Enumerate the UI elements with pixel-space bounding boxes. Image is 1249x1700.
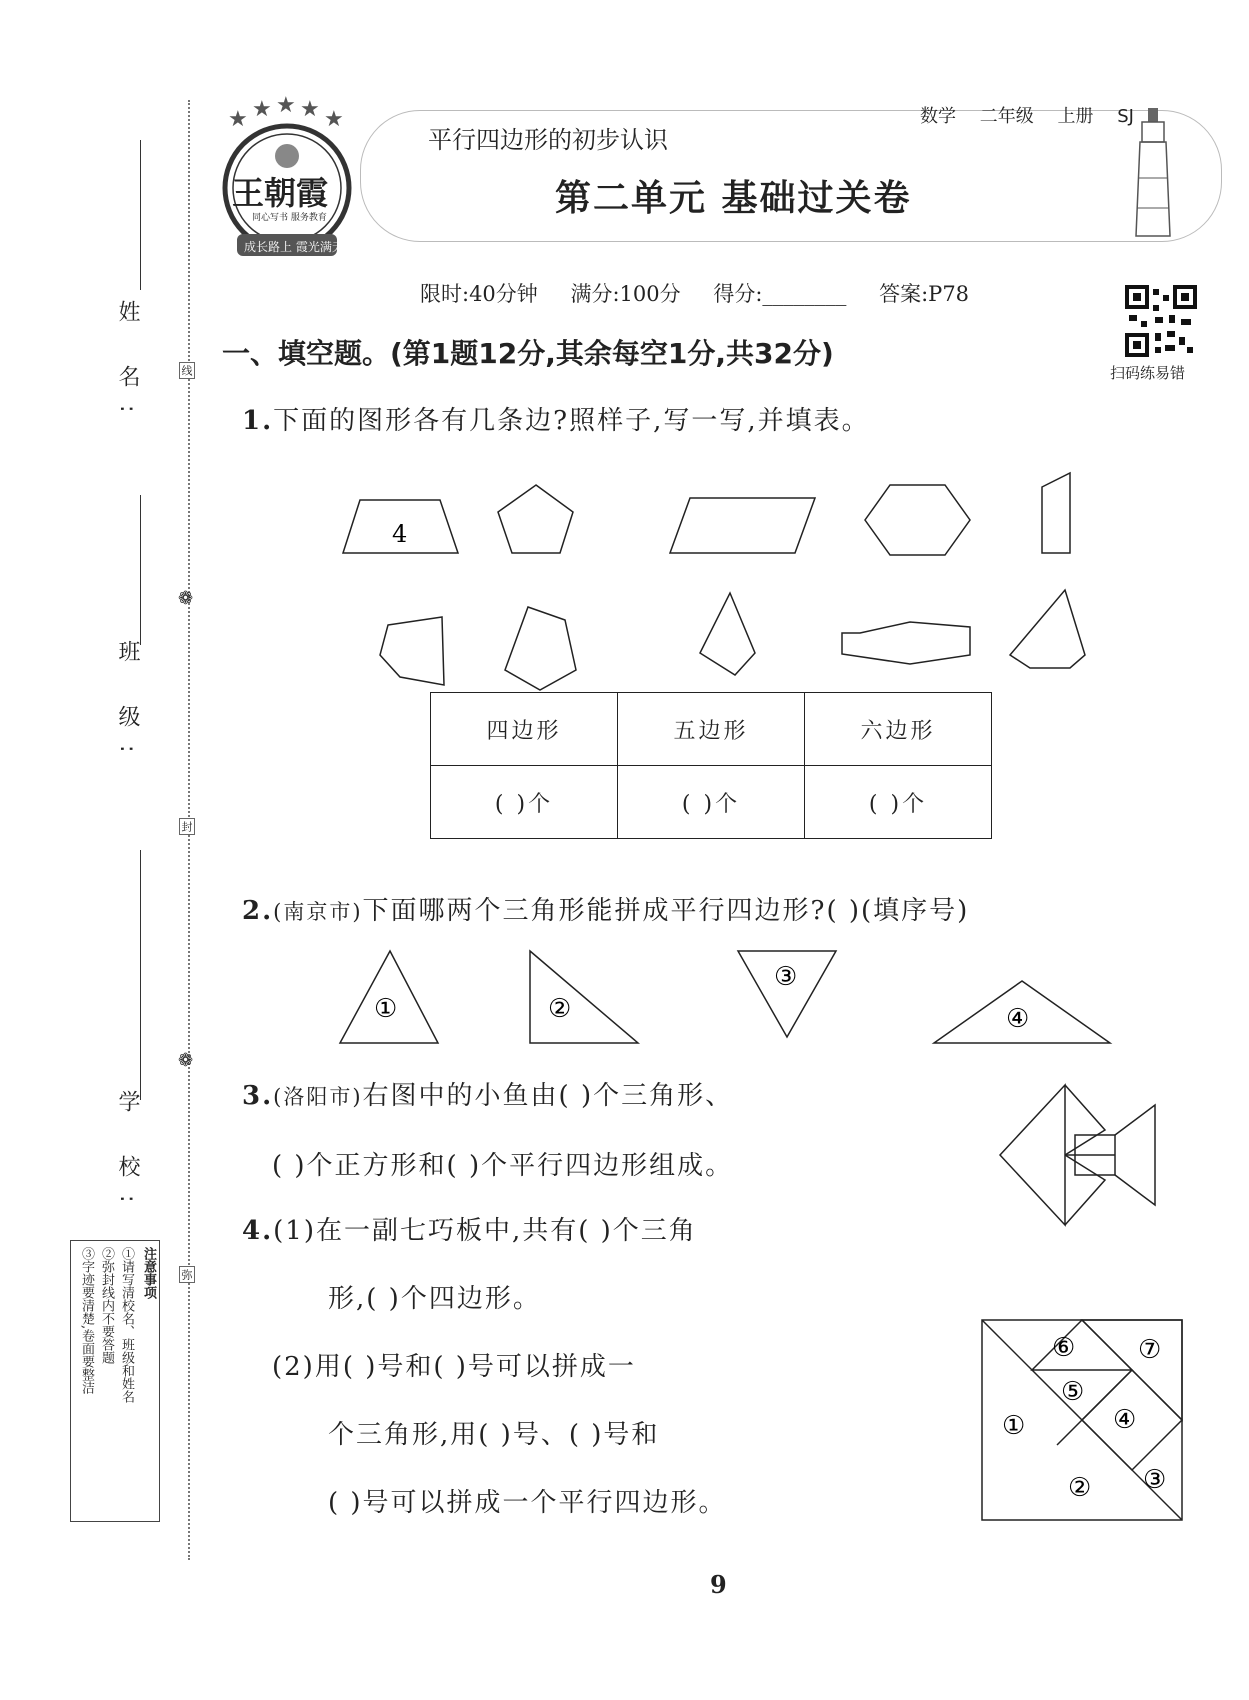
question-source: (南京市) bbox=[273, 900, 363, 924]
exam-info bbox=[420, 278, 995, 308]
question-4 bbox=[242, 1210, 697, 1247]
school-blank-line bbox=[140, 850, 141, 1100]
notice-item: ①请写清校名、班级和姓名 bbox=[119, 1247, 134, 1403]
triangle-2 bbox=[530, 951, 638, 1043]
school-label: 学 校: bbox=[115, 1090, 140, 1221]
tangram-label: ⑥ bbox=[1052, 1333, 1076, 1363]
question-4-line2: 形,( )个四边形。 bbox=[328, 1284, 541, 1314]
question-number: 4. bbox=[242, 1216, 274, 1246]
question-text: 下面哪两个三角形能拼成平行四边形?( )(填序号) bbox=[362, 896, 970, 926]
triangles-figure bbox=[330, 945, 1130, 1055]
question-3-line2: ( )个正方形和( )个平行四边形组成。 bbox=[272, 1151, 734, 1181]
sides-table bbox=[430, 692, 992, 839]
swirl-icon: ❁ bbox=[178, 1050, 194, 1071]
seal-mark-line: 线 bbox=[179, 362, 195, 379]
meta-grade: 二年级 bbox=[979, 106, 1034, 127]
shapes-figure bbox=[340, 465, 1120, 695]
quadrilateral-shape bbox=[1042, 473, 1070, 553]
section-heading: 一、填空题。(第1题12分,其余每空1分,共32分) bbox=[222, 337, 834, 370]
svg-text:★: ★ bbox=[276, 96, 296, 118]
answer-cell[interactable]: ( )个 bbox=[431, 766, 618, 839]
subject-meta bbox=[920, 102, 1152, 128]
full-score: 满分:100分 bbox=[570, 282, 681, 306]
svg-text:★: ★ bbox=[300, 97, 320, 122]
qr-code-icon[interactable] bbox=[1125, 285, 1197, 357]
question-4-line4: 个三角形,用( )号、( )号和 bbox=[328, 1420, 660, 1450]
question-number: 3. bbox=[242, 1081, 274, 1111]
swirl-icon: ❁ bbox=[178, 588, 194, 609]
cone-pentagon-shape bbox=[1010, 590, 1085, 668]
seal-mark-seal: 封 bbox=[179, 818, 195, 835]
meta-edition: SJ bbox=[1117, 106, 1134, 127]
question-source: (洛阳市) bbox=[273, 1085, 363, 1109]
meta-subject: 数学 bbox=[920, 106, 956, 127]
tangram-label: ② bbox=[1068, 1473, 1092, 1503]
irregular-pentagon-shape bbox=[380, 617, 444, 685]
question-text: 下面的图形各有几条边?照样子,写一写,并填表。 bbox=[273, 406, 870, 436]
table-header: 五边形 bbox=[618, 693, 805, 766]
name-blank-line bbox=[140, 140, 141, 290]
triangle-label: ② bbox=[548, 994, 572, 1024]
table-header: 六边形 bbox=[805, 693, 992, 766]
score-field: 得分:________ bbox=[713, 282, 847, 306]
notice-title: 注意事项 bbox=[141, 1247, 156, 1299]
tangram-label: ⑤ bbox=[1061, 1377, 1085, 1407]
seal-mark-close: 弥 bbox=[179, 1266, 195, 1283]
answer-page: 答案:P78 bbox=[879, 282, 970, 306]
answer-cell[interactable]: ( )个 bbox=[618, 766, 805, 839]
tangram-label: ④ bbox=[1113, 1405, 1137, 1435]
notice-box bbox=[70, 1240, 160, 1522]
lighthouse-icon bbox=[1128, 108, 1178, 238]
page-title: 第二单元 基础过关卷 bbox=[555, 178, 912, 219]
brand-tagline: 成长路上 霞光满天 bbox=[244, 240, 344, 254]
table-header: 四边形 bbox=[431, 693, 618, 766]
irregular-pentagon-shape bbox=[505, 607, 576, 690]
question-number: 2. bbox=[242, 896, 274, 926]
name-label: 姓 名: bbox=[115, 300, 140, 431]
tangram-label: ③ bbox=[1143, 1465, 1167, 1495]
brand-name: 王朝霞 bbox=[232, 174, 329, 212]
class-blank-line bbox=[140, 495, 141, 645]
tangram-figure bbox=[980, 1318, 1184, 1522]
triangle-label: ③ bbox=[774, 962, 798, 992]
svg-text:★: ★ bbox=[252, 97, 272, 122]
unit-subtitle: 平行四边形的初步认识 bbox=[428, 126, 668, 154]
svg-text:★: ★ bbox=[324, 107, 344, 132]
pentagon-shape bbox=[498, 485, 573, 553]
parallelogram-shape bbox=[670, 498, 815, 553]
tangram-label: ① bbox=[1002, 1411, 1026, 1441]
class-label: 班 级: bbox=[115, 640, 140, 771]
svg-text:★: ★ bbox=[228, 107, 248, 132]
question-number: 1. bbox=[242, 406, 274, 436]
meta-volume: 上册 bbox=[1057, 106, 1094, 127]
notice-item: ③字迹要清楚,卷面要整洁 bbox=[79, 1247, 94, 1395]
triangle-label: ④ bbox=[1006, 1004, 1030, 1034]
triangle-label: ① bbox=[374, 994, 398, 1024]
question-2 bbox=[242, 890, 969, 927]
answer-cell[interactable]: ( )个 bbox=[805, 766, 992, 839]
question-text: (1)在一副七巧板中,共有( )个三角 bbox=[273, 1216, 697, 1246]
question-text: 右图中的小鱼由( )个三角形、 bbox=[362, 1081, 734, 1111]
hexagon-shape bbox=[865, 485, 970, 555]
page-number: 9 bbox=[710, 1570, 727, 1599]
question-4-line5: ( )号可以拼成一个平行四边形。 bbox=[328, 1488, 727, 1518]
sample-answer: 4 bbox=[392, 520, 408, 548]
question-3 bbox=[242, 1075, 733, 1112]
question-1 bbox=[242, 400, 870, 437]
notice-item: ②弥封线内不要答题 bbox=[99, 1247, 114, 1364]
elongated-hexagon-shape bbox=[842, 622, 970, 664]
fish-figure bbox=[995, 1080, 1165, 1230]
time-limit: 限时:40分钟 bbox=[420, 282, 538, 306]
tangram-label: ⑦ bbox=[1138, 1335, 1162, 1365]
brand-slogan: 同心写书 服务教育 bbox=[252, 213, 327, 223]
question-4-line3: (2)用( )号和( )号可以拼成一 bbox=[272, 1352, 636, 1382]
qr-label: 扫码练易错 bbox=[1110, 364, 1186, 382]
kite-shape bbox=[700, 593, 755, 675]
